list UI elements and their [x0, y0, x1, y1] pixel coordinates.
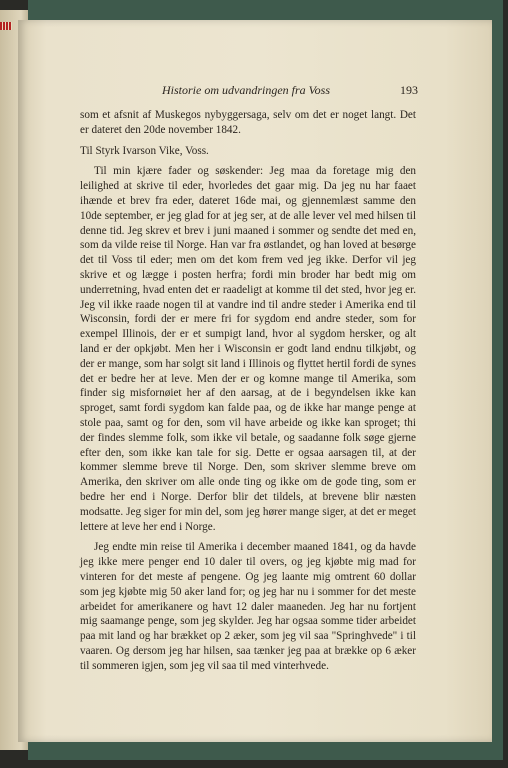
paragraph-intro: som et afsnit af Muskegos nybyggersaga, selv om det er noget langt. Det er dateret den 20de november 1842.	[80, 109, 416, 136]
letter-paragraph: Til min kjære fader og søskender: Jeg maa da foretage mig den leilighed at skrive til eder, hvorledes det gaar mig. Da jeg nu har faaet ihænde et brev fra eder, dateret 16de mai, og gjennemlæst samme den 10de september, er jeg glad for at jeg ser, at de alle lever vel med hilsen til denne tid. Jeg skrev et brev i juni maaned i sommer og sendte det med en, som da vilde reise til Norge. Han var fra østlandet, og han loved at besørge det til Voss til eder; men om det kom frem ved jeg ikke. Derfor vil jeg skrive et og lægge i posten herfra; fordi min broder har bedt mig om underretning, hvad enten det er raadeligt at komme til det sted, hvor jeg er. Jeg vil ikke raade nogen til at vandre ind til andre steder i Amerika end til Wisconsin, fordi der er mere fri for sygdom end andre steder, som for exempel Illinois, der er et sumpigt land, hvor al sygdom hersker, og alt land er der opkjøbt. Men her i Wisconsin er godt land endnu tilkjøbt, og der er mange, som har solgt sit land i Illinois og flyttet hertil fordi de synes det er bedre her at leve. Men der er og komne mange til Amerika, som finder sig misfornøiet her af den aarsag, at de i begyndelsen ikke kan sproget, samt fordi sygdom kan falde paa, og de ikke har mange penge at stole paa, samt og for den, som vil have arbeide og ikke kan sproget; thi der findes slemme folk, som ikke vil betale, og saadanne folk søge gjerne efter den, som ikke kan tale for sig. Dette er ogsaa aarsagen til, at der kommer slemme breve til Norge. Den, som skriver slemme breve om Amerika, den skriver om alle onde ting og ikke om de gode ting, som er bedre her end i Norge. Derfor blir det tildels, at brevene blir næsten modsatte. Jeg siger for min del, som jeg hører mange siger, at det er meget lettere at leve her end i Norge.	[80, 165, 416, 533]
running-head: Historie om udvandringen fra Voss	[162, 83, 330, 97]
body-text	[80, 108, 416, 673]
page-header	[80, 82, 418, 98]
letter-salutation: Til Styrk Ivarson Vike, Voss.	[80, 144, 209, 157]
bookmark-ribbon	[0, 22, 12, 30]
page-number: 193	[400, 83, 418, 97]
letter-paragraph: Jeg endte min reise til Amerika i december maaned 1841, og da havde jeg ikke mere penger end 10 daler til overs, og jeg kjøbte mig mad for vinteren for det meste af pengene. Og jeg laante mig omtrent 60 dollar som jeg kjøbte mig 50 aker land for; og jeg har nu i sommer for det meste arbeidet for amerikanere og havt 12 daler maaneden. Jeg har nu fortjent mig saamange penge, som jeg skylder. Jeg har ogsaa somme tider arbeidet paa mit land og har brækket op 2 æker, som jeg vil saa "Springhvede" i til vaaren. Og dersom jeg har hilsen, saa tænker jeg paa at brække op 6 æker til sommeren igjen, som jeg vil saa til med vinterhvede.	[80, 541, 416, 672]
